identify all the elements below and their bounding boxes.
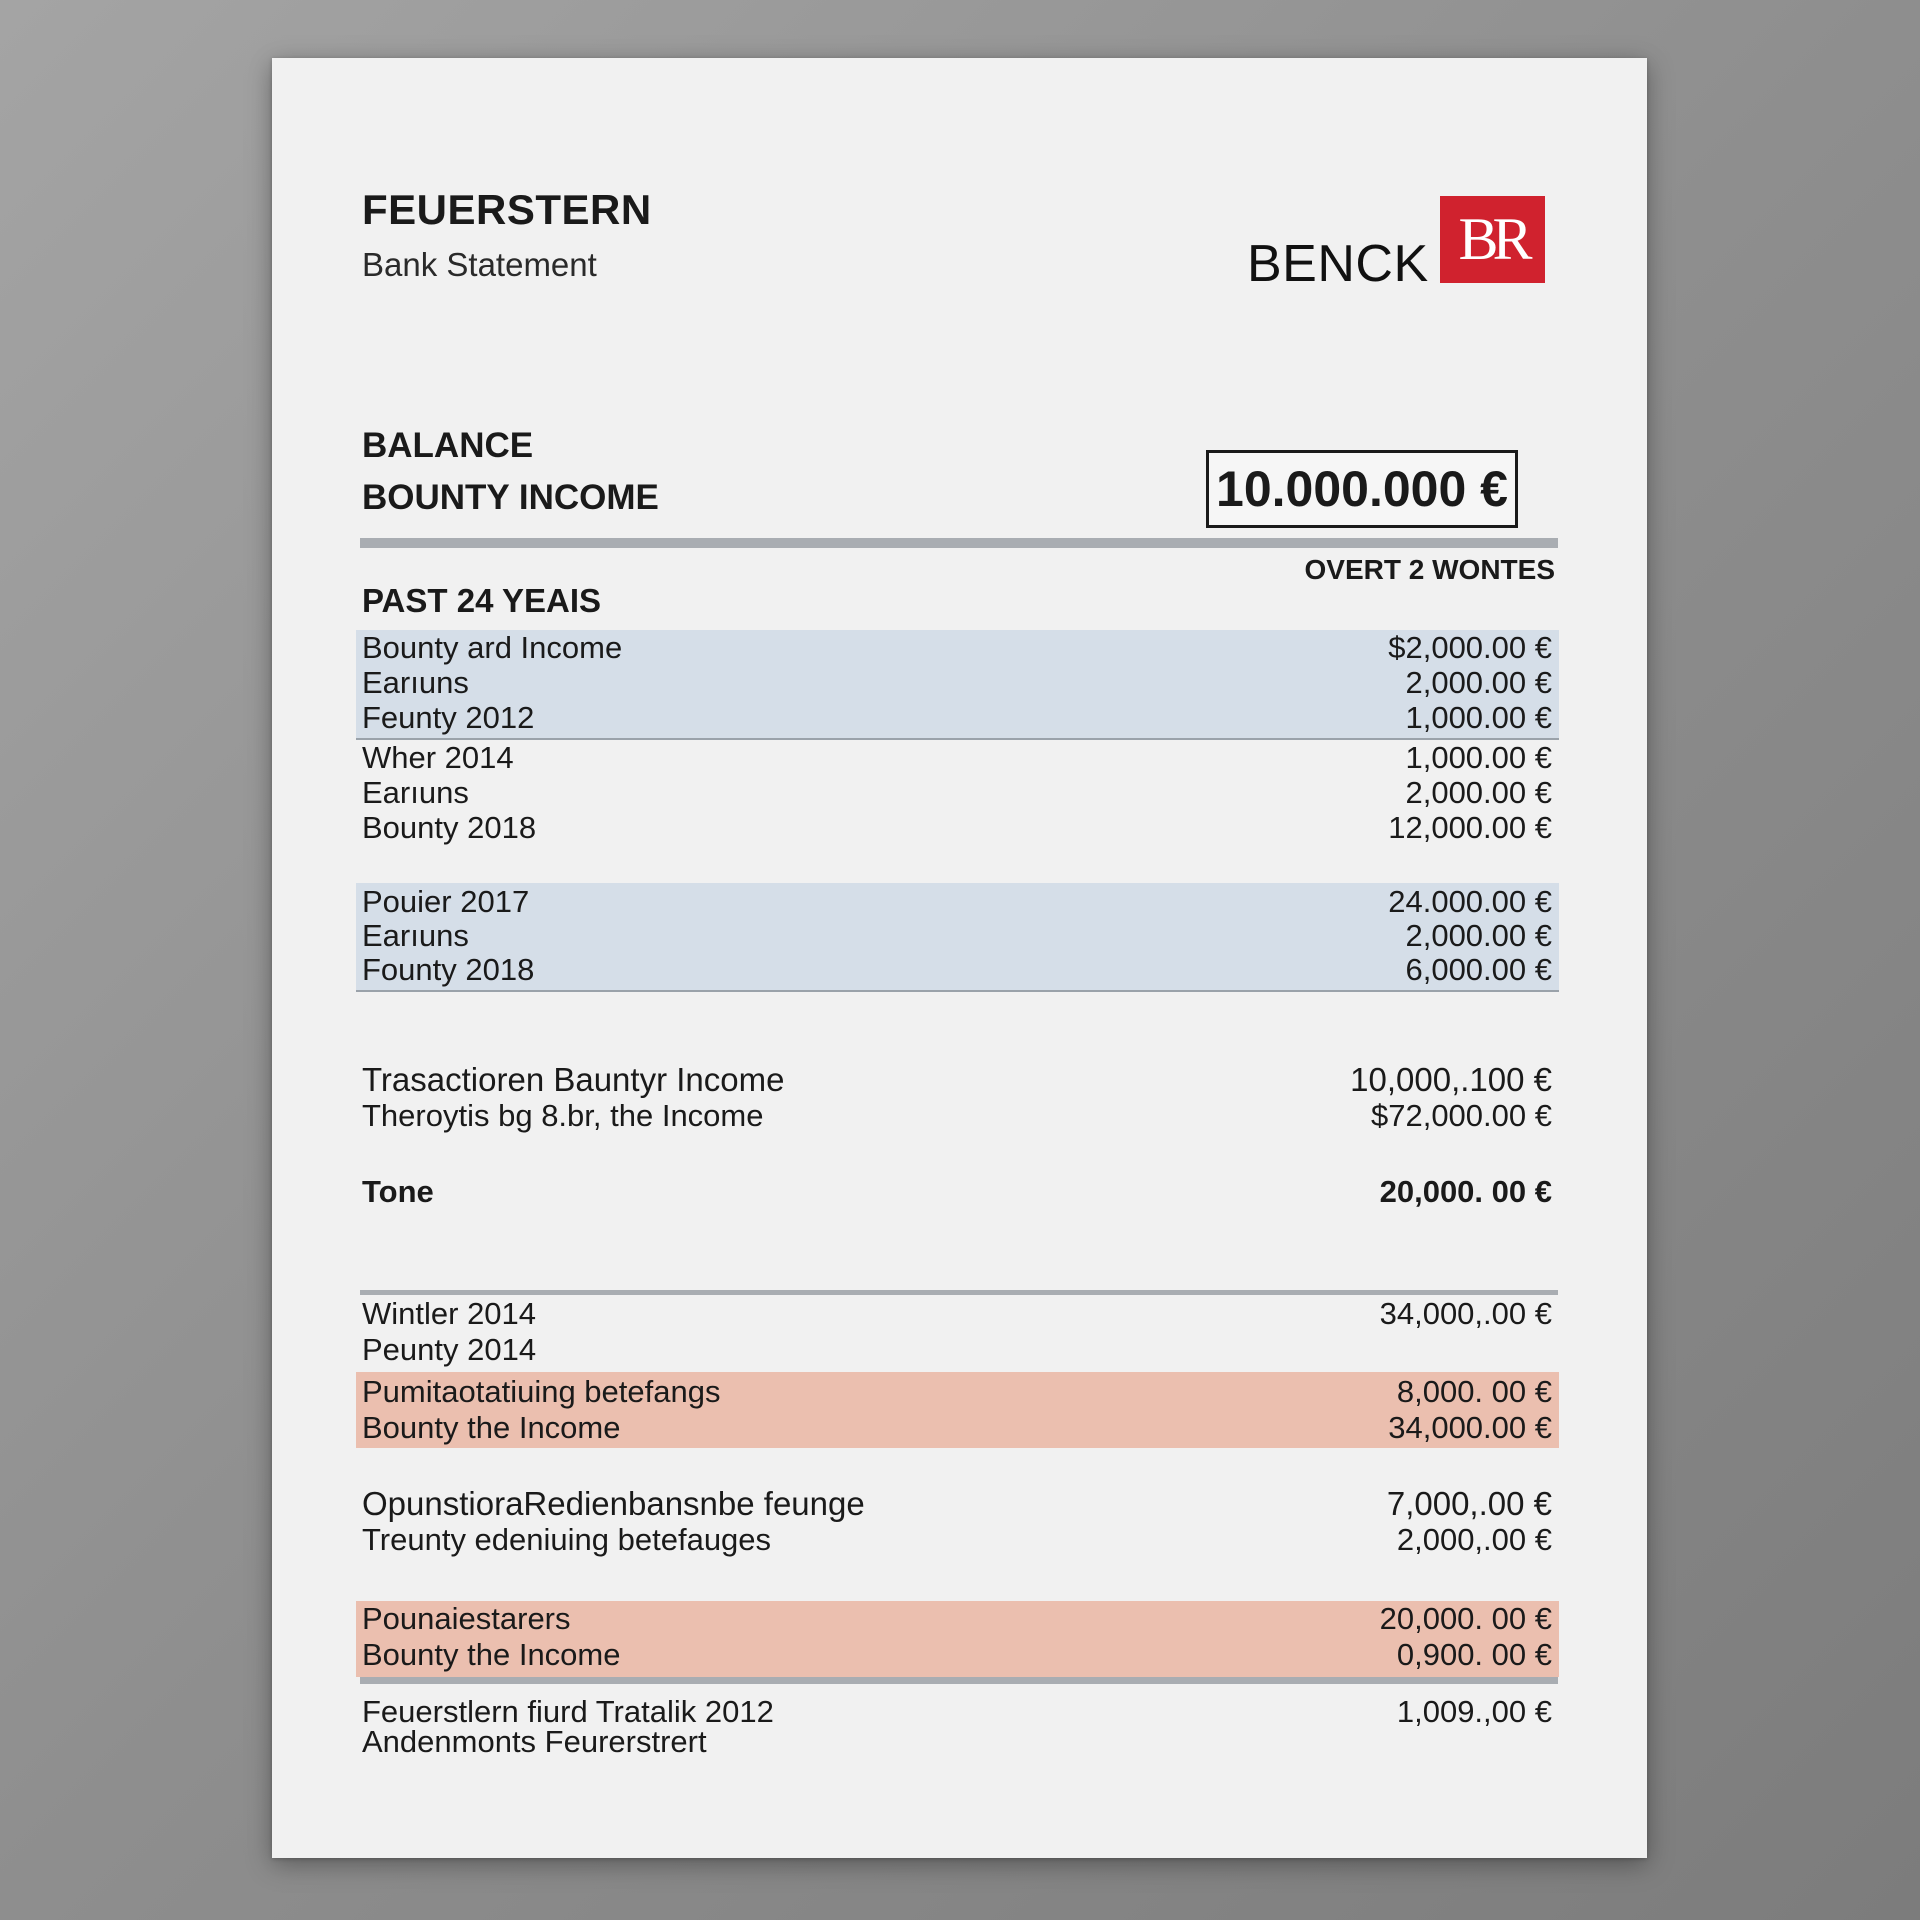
table-row — [362, 1098, 1558, 1134]
row-label: Founty 2018 — [362, 952, 535, 987]
divider — [360, 1290, 1558, 1295]
row-amount — [1552, 1332, 1558, 1368]
period-note: OVERT 2 WONTES — [1304, 554, 1555, 585]
total-label: Tone — [362, 1174, 434, 1209]
row-label: Feunty 2012 — [362, 700, 535, 735]
row-amount: 20,000. 00 € — [1379, 1601, 1552, 1636]
balance-amount: 10.000.000 € — [1206, 450, 1518, 528]
row-label: Bounty the Income — [362, 1637, 621, 1672]
row-label: Andenmonts Feurerstrert — [362, 1724, 707, 1759]
table-row — [362, 1486, 1558, 1522]
table-row — [362, 775, 1558, 811]
table-row — [362, 630, 1558, 666]
row-label: Bounty ard Income — [362, 630, 623, 665]
row-amount: 2,000.00 € — [1405, 665, 1552, 700]
row-label: Earıuns — [362, 665, 469, 700]
bank-logo-icon: BR — [1440, 196, 1545, 283]
row-amount: 2,000.00 € — [1405, 918, 1552, 953]
balance-label: BALANCE — [362, 426, 534, 465]
row-amount: 2,000.00 € — [1405, 775, 1552, 810]
table-row — [362, 1332, 1558, 1368]
row-label: Feuerstlern fiurd Tratalik 2012 — [362, 1694, 774, 1729]
row-label: Wher 2014 — [362, 740, 514, 775]
row-amount: 1,009.,00 € — [1396, 1694, 1552, 1729]
table-row — [362, 1410, 1558, 1446]
row-amount: 12,000.00 € — [1388, 810, 1552, 845]
row-label: Earıuns — [362, 918, 469, 953]
statement-page — [272, 58, 1647, 1858]
table-row — [362, 1637, 1558, 1673]
row-label: Wintler 2014 — [362, 1296, 537, 1331]
row-label: Trasactioren Bauntyr Income — [362, 1061, 785, 1098]
table-row — [362, 1062, 1558, 1098]
row-label: Pouier 2017 — [362, 884, 530, 919]
row-label: Pumitaotatiuing betefangs — [362, 1374, 721, 1409]
row-amount — [1552, 1724, 1558, 1760]
row-amount: 8,000. 00 € — [1396, 1374, 1552, 1409]
row-label: Theroytis bg 8.br, the Income — [362, 1098, 764, 1133]
table-row — [362, 810, 1558, 846]
brand-name: FEUERSTERN — [362, 186, 652, 233]
section-title: PAST 24 YEAIS — [362, 582, 602, 619]
row-label: OpunstioraRedienbansnbe feunge — [362, 1485, 865, 1522]
table-row — [362, 1522, 1558, 1558]
table-row — [362, 1601, 1558, 1637]
row-label: Pounaiestarers — [362, 1601, 571, 1636]
table-row — [362, 1724, 1558, 1760]
row-amount: $72,000.00 € — [1370, 1098, 1552, 1133]
balance-sublabel: BOUNTY INCOME — [362, 478, 659, 517]
row-amount: $2,000.00 € — [1388, 630, 1552, 665]
row-amount: 6,000.00 € — [1405, 952, 1552, 987]
row-amount: 1,000.00 € — [1405, 740, 1552, 775]
row-amount: 7,000,.00 € — [1386, 1485, 1552, 1522]
table-row — [362, 884, 1558, 920]
row-label: Bounty the Income — [362, 1410, 621, 1445]
row-label: Earıuns — [362, 775, 469, 810]
table-row — [362, 1374, 1558, 1410]
document-subtitle: Bank Statement — [362, 246, 597, 283]
row-amount: 34,000,.00 € — [1379, 1296, 1552, 1331]
row-amount: 1,000.00 € — [1405, 700, 1552, 735]
total-row — [362, 1174, 1558, 1210]
row-label: Peunty 2014 — [362, 1332, 537, 1367]
divider — [360, 538, 1558, 548]
bank-wordmark: BENCK — [1247, 235, 1429, 293]
table-row — [362, 952, 1558, 988]
row-amount: 2,000,.00 € — [1396, 1522, 1552, 1557]
row-amount: 0,900. 00 € — [1396, 1637, 1552, 1672]
table-row — [362, 740, 1558, 776]
row-amount: 34,000.00 € — [1388, 1410, 1552, 1445]
table-row — [362, 918, 1558, 954]
table-row — [362, 700, 1558, 736]
row-label: Bounty 2018 — [362, 810, 537, 845]
row-amount: 24.000.00 € — [1388, 884, 1552, 919]
divider — [360, 1677, 1558, 1684]
table-row — [362, 1296, 1558, 1332]
total-amount: 20,000. 00 € — [1379, 1174, 1552, 1209]
row-label: Treunty edeniuing betefauges — [362, 1522, 772, 1557]
row-amount: 10,000,.100 € — [1350, 1061, 1552, 1098]
table-row — [362, 665, 1558, 701]
